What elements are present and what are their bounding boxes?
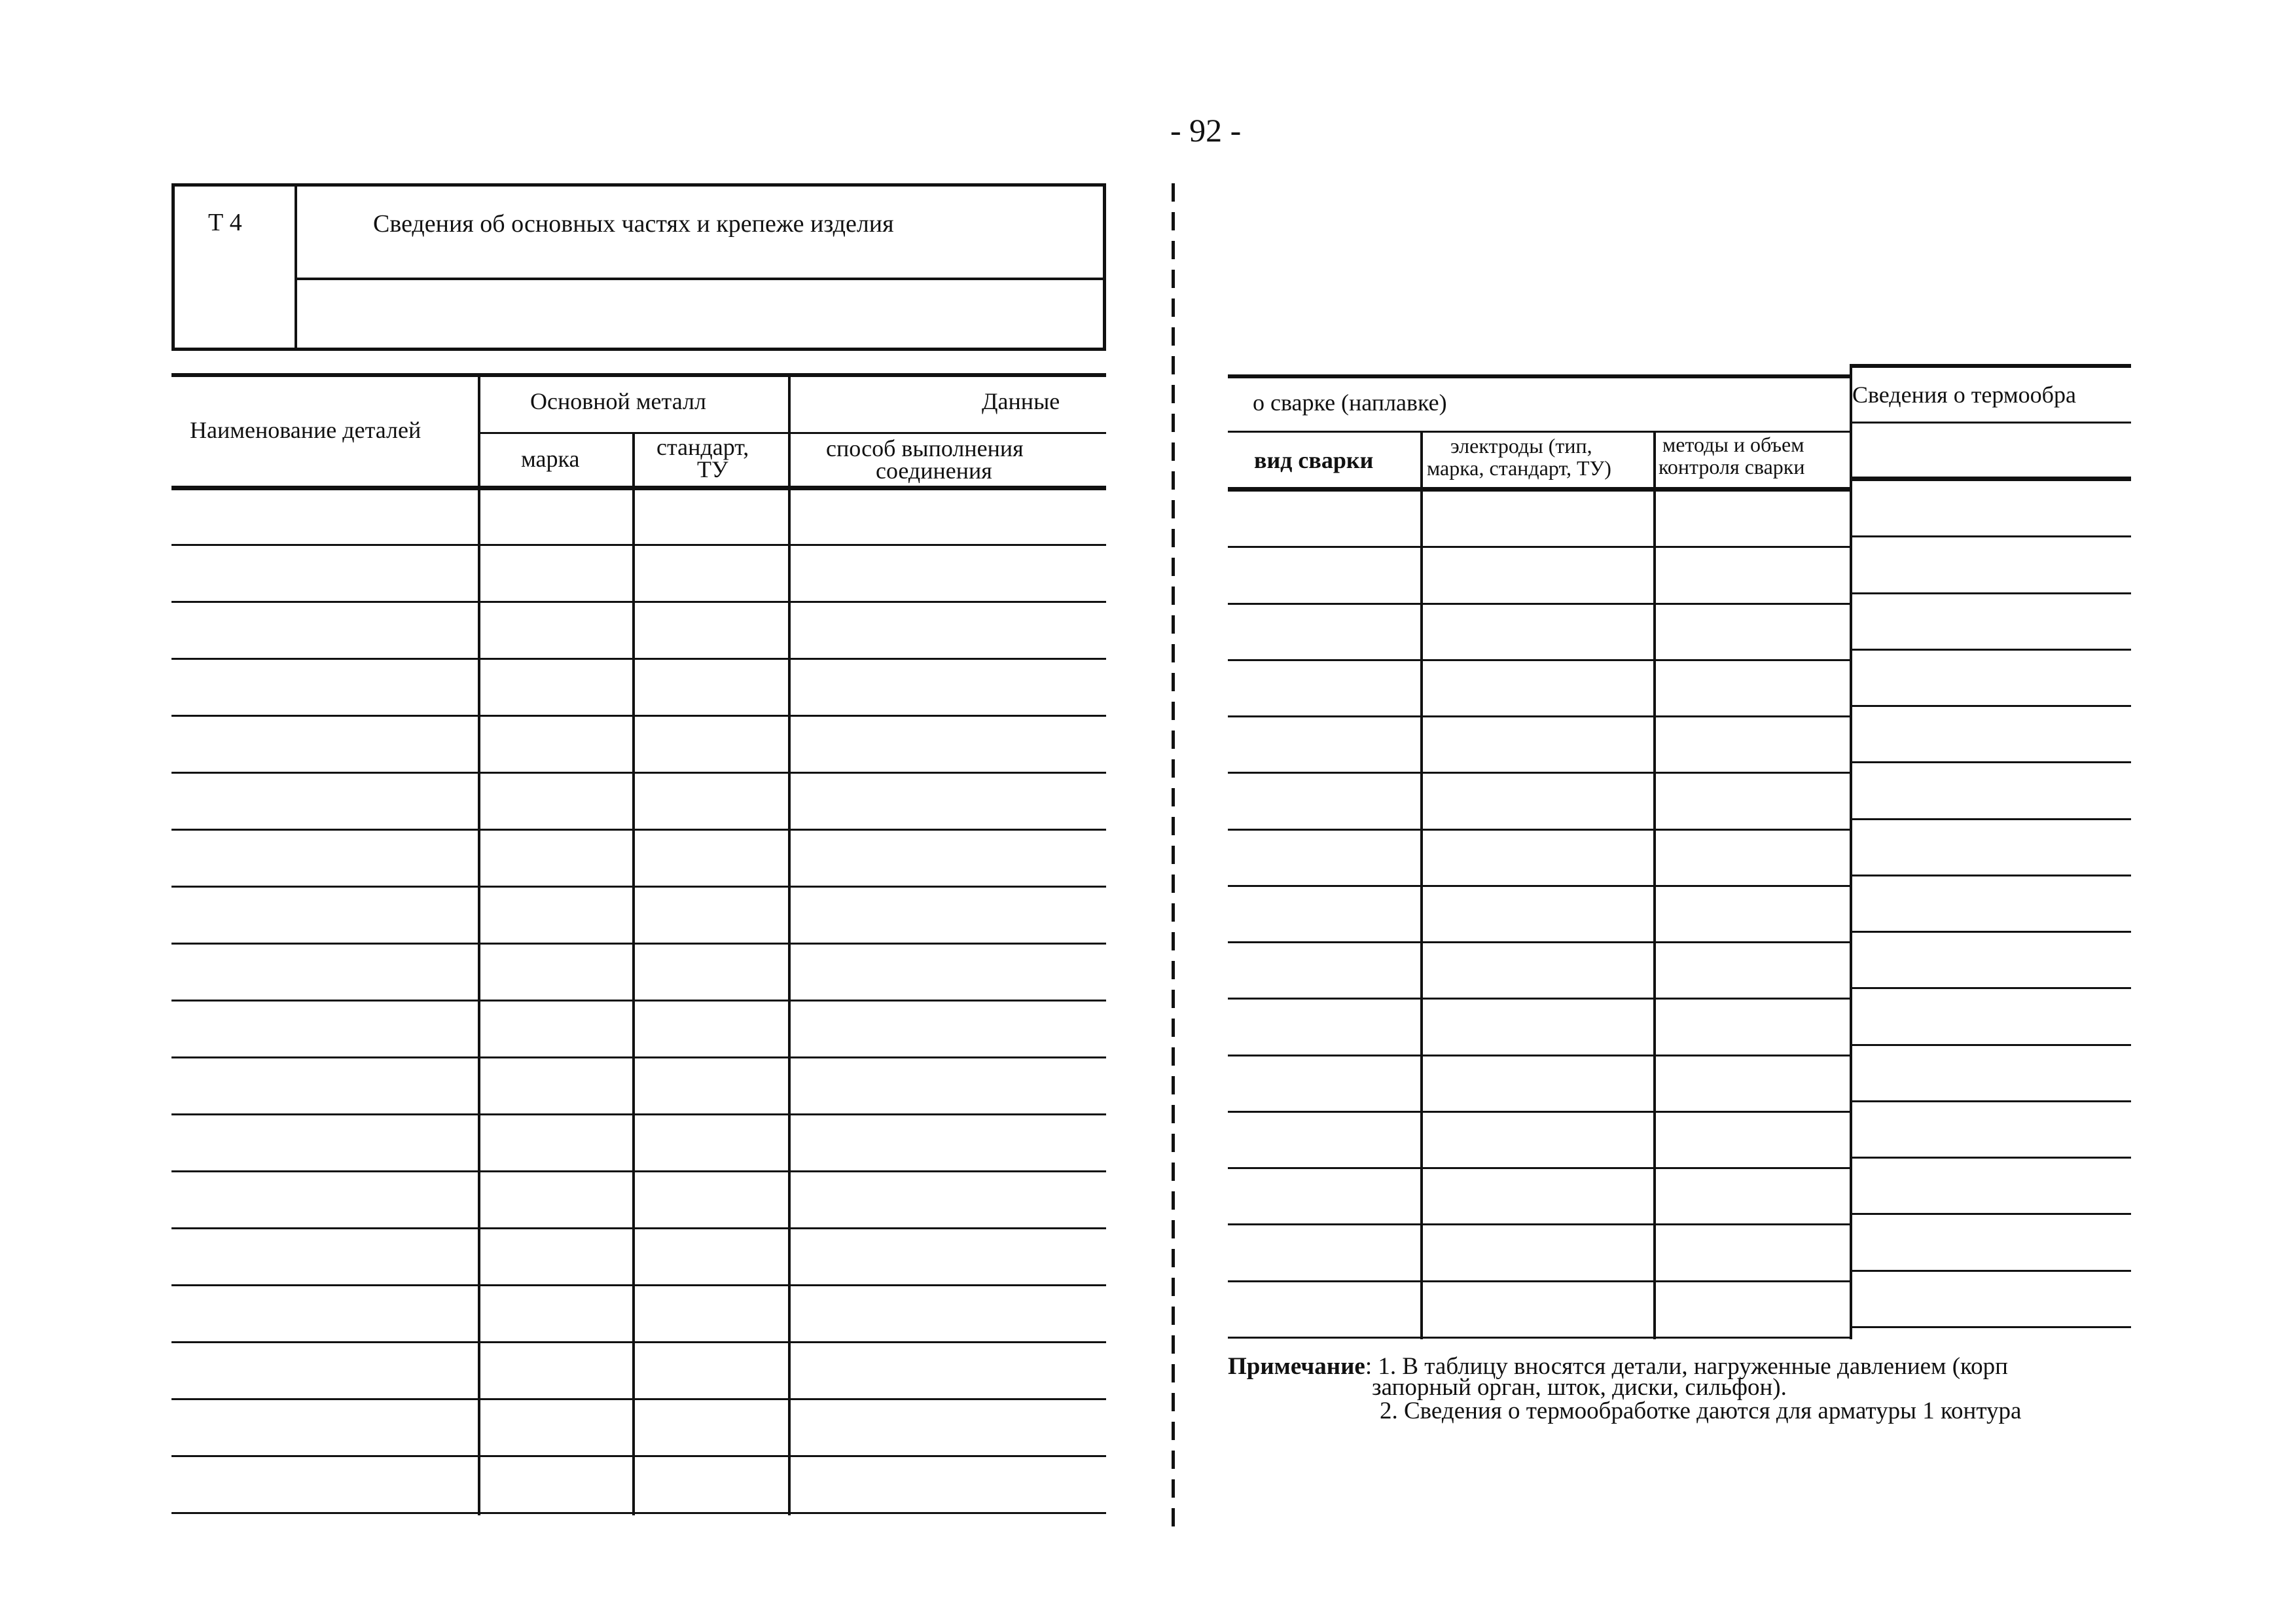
fold-dash bbox=[1172, 1479, 1175, 1498]
note-text: : 1. В таблицу вносятся детали, нагруженные давлением (корп bbox=[1365, 1353, 2008, 1380]
fold-dash bbox=[1172, 327, 1175, 346]
fold-dash bbox=[1172, 759, 1175, 778]
table-row[interactable] bbox=[171, 545, 1106, 602]
row-rule bbox=[1850, 1044, 2131, 1046]
fold-dash bbox=[1172, 1249, 1175, 1267]
table-row[interactable] bbox=[1228, 773, 2131, 829]
fold-dash bbox=[1172, 414, 1175, 432]
table-row[interactable] bbox=[1228, 1168, 2131, 1225]
table-top-border bbox=[1228, 374, 1852, 378]
table-top-border bbox=[1850, 364, 2131, 368]
table-row[interactable] bbox=[1228, 717, 2131, 773]
fold-dash bbox=[1172, 1134, 1175, 1152]
fold-dash bbox=[1172, 241, 1175, 259]
col-header-name: Наименование деталей bbox=[190, 417, 422, 443]
form-code: Т 4 bbox=[208, 209, 242, 236]
table-row[interactable] bbox=[171, 1343, 1106, 1399]
note-line-3: 2. Сведения о термообработке даются для арматуры 1 контура bbox=[1380, 1398, 2022, 1424]
note-line-2: запорный орган, шток, диски, сильфон). bbox=[1372, 1374, 1787, 1401]
row-rule bbox=[1850, 818, 2131, 820]
table-row[interactable] bbox=[171, 1399, 1106, 1456]
table-row[interactable] bbox=[171, 1456, 1106, 1513]
col-header-control: контроля сварки bbox=[1659, 455, 1805, 478]
fold-dash bbox=[1172, 1191, 1175, 1210]
table-row[interactable] bbox=[171, 1001, 1106, 1058]
table-row[interactable] bbox=[171, 830, 1106, 887]
row-rule bbox=[1850, 705, 2131, 707]
fold-dash bbox=[1172, 500, 1175, 518]
col-header-standard: ТУ bbox=[697, 456, 728, 482]
fold-dash bbox=[1172, 1364, 1175, 1382]
page-number: - 92 - bbox=[1170, 112, 1242, 149]
table-row[interactable] bbox=[171, 887, 1106, 944]
fold-dash bbox=[1172, 673, 1175, 691]
table-top-border bbox=[171, 373, 1106, 377]
table-row[interactable] bbox=[1228, 886, 2131, 943]
fold-dash bbox=[1172, 1393, 1175, 1411]
table-row[interactable] bbox=[171, 716, 1106, 773]
group-header-data: Данные bbox=[982, 388, 1060, 414]
table-row[interactable] bbox=[1228, 660, 2131, 717]
fold-dash bbox=[1172, 270, 1175, 288]
fold-dash bbox=[1172, 385, 1175, 403]
fold-dash bbox=[1172, 903, 1175, 922]
fold-dash bbox=[1172, 356, 1175, 374]
row-rule bbox=[171, 1512, 1106, 1514]
fold-dash bbox=[1172, 875, 1175, 893]
header-subdivider bbox=[1850, 422, 2131, 424]
form-header-divider bbox=[296, 278, 1106, 280]
row-rule bbox=[1850, 1270, 2131, 1272]
table-row[interactable] bbox=[171, 1115, 1106, 1172]
fold-dash bbox=[1172, 731, 1175, 749]
table-row[interactable] bbox=[1228, 1112, 2131, 1168]
fold-dash bbox=[1172, 1076, 1175, 1094]
fold-dash bbox=[1172, 1508, 1175, 1526]
table-row[interactable] bbox=[171, 1286, 1106, 1343]
table-row[interactable] bbox=[1228, 999, 2131, 1055]
group-header-heat-treatment: Сведения о термообра bbox=[1852, 382, 2076, 408]
row-rule bbox=[1850, 592, 2131, 594]
fold-dash bbox=[1172, 1220, 1175, 1238]
fold-dash bbox=[1172, 471, 1175, 490]
group-header-welding: о сварке (наплавке) bbox=[1253, 389, 1447, 416]
fold-dash bbox=[1172, 817, 1175, 835]
fold-dash bbox=[1172, 1019, 1175, 1037]
form-header-divider bbox=[295, 183, 297, 351]
col-header-electrodes: электроды (тип, bbox=[1450, 434, 1592, 458]
table-row[interactable] bbox=[171, 1058, 1106, 1115]
form-subtitle-field[interactable] bbox=[298, 281, 1103, 348]
fold-dash bbox=[1172, 615, 1175, 634]
fold-dash bbox=[1172, 298, 1175, 317]
row-rule bbox=[1850, 987, 2131, 989]
table-row[interactable] bbox=[171, 1172, 1106, 1229]
row-rule bbox=[1850, 931, 2131, 933]
form-title: Сведения об основных частях и крепеже изделия bbox=[373, 210, 894, 238]
header-bottom-border bbox=[1850, 477, 2131, 481]
col-header-control: методы и объем bbox=[1662, 433, 1804, 456]
header-subdivider bbox=[479, 432, 1106, 434]
fold-dash bbox=[1172, 932, 1175, 950]
row-rule bbox=[1850, 875, 2131, 876]
fold-dash bbox=[1172, 990, 1175, 1008]
fold-dash bbox=[1172, 1163, 1175, 1181]
col-header-method: соединения bbox=[876, 458, 992, 484]
table-row[interactable] bbox=[1228, 547, 2131, 604]
table-row[interactable] bbox=[1228, 830, 2131, 886]
fold-dash bbox=[1172, 1451, 1175, 1469]
fold-dash bbox=[1172, 529, 1175, 547]
table-row[interactable] bbox=[1228, 1056, 2131, 1112]
table-row[interactable] bbox=[171, 1229, 1106, 1286]
row-rule bbox=[1850, 761, 2131, 763]
row-rule bbox=[1850, 1213, 2131, 1215]
note-label: Примечание bbox=[1228, 1353, 1365, 1380]
table-row[interactable] bbox=[171, 659, 1106, 716]
fold-dash bbox=[1172, 1278, 1175, 1296]
col-header-weld-type: вид сварки bbox=[1254, 447, 1374, 473]
row-rule bbox=[1850, 1157, 2131, 1159]
table-row[interactable] bbox=[1228, 604, 2131, 660]
fold-dash bbox=[1172, 558, 1175, 576]
row-rule bbox=[1850, 535, 2131, 537]
fold-dash bbox=[1172, 1307, 1175, 1325]
fold-dash bbox=[1172, 183, 1175, 202]
fold-dash bbox=[1172, 644, 1175, 662]
fold-dash bbox=[1172, 1047, 1175, 1066]
row-rule bbox=[1850, 1326, 2131, 1328]
col-header-grade: марка bbox=[521, 446, 580, 472]
fold-dash bbox=[1172, 1105, 1175, 1123]
table-row[interactable] bbox=[171, 944, 1106, 1001]
fold-dash bbox=[1172, 1422, 1175, 1440]
table-row[interactable] bbox=[1228, 491, 2131, 547]
fold-dash bbox=[1172, 586, 1175, 605]
col-header-method: способ выполнения bbox=[826, 435, 1024, 461]
fold-dash bbox=[1172, 846, 1175, 864]
fold-dash bbox=[1172, 702, 1175, 720]
fold-dash bbox=[1172, 961, 1175, 979]
row-rule bbox=[1850, 1100, 2131, 1102]
fold-dash bbox=[1172, 1335, 1175, 1354]
table-row[interactable] bbox=[171, 773, 1106, 830]
col-header-electrodes: марка, стандарт, ТУ) bbox=[1427, 456, 1611, 480]
table-row[interactable] bbox=[171, 602, 1106, 659]
row-rule bbox=[1228, 1337, 1852, 1339]
fold-dash bbox=[1172, 212, 1175, 230]
table-row[interactable] bbox=[1228, 1282, 2131, 1338]
table-row[interactable] bbox=[1228, 943, 2131, 999]
fold-dash bbox=[1172, 442, 1175, 461]
table-row[interactable] bbox=[171, 488, 1106, 545]
table-row[interactable] bbox=[1228, 1225, 2131, 1281]
col-header-standard: стандарт, bbox=[656, 434, 749, 460]
group-header-base-metal: Основной металл bbox=[530, 388, 706, 414]
fold-dash bbox=[1172, 788, 1175, 806]
row-rule bbox=[1850, 649, 2131, 651]
